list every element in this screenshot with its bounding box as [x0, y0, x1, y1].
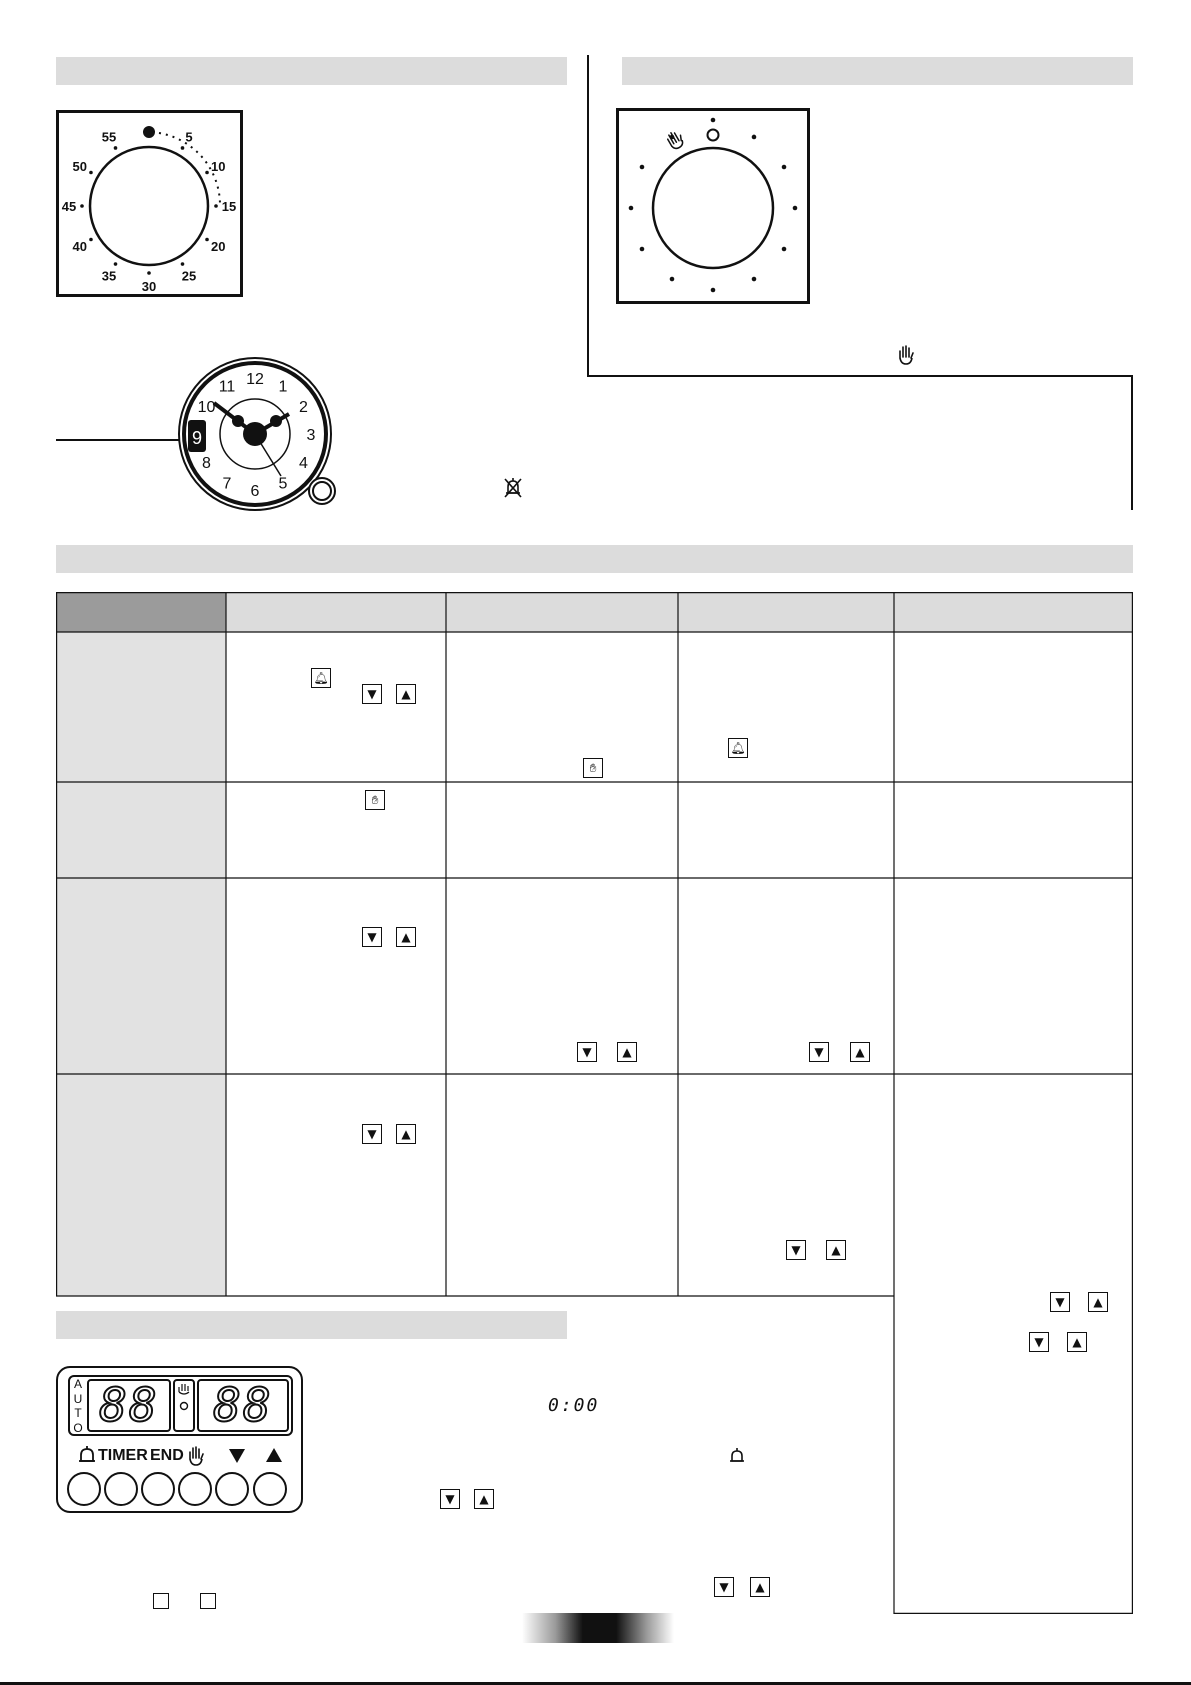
minute-timer-tick — [181, 146, 185, 150]
programmer-position-dot — [793, 206, 798, 211]
arrow-up-icon: ▲ — [396, 1124, 416, 1144]
minute-timer-mark: 30 — [141, 279, 157, 294]
display-hours: 88 — [99, 1378, 159, 1432]
arrow-up-icon: ▲ — [826, 1240, 846, 1260]
end-button[interactable] — [141, 1472, 175, 1506]
auto-indicator — [71, 1378, 85, 1434]
arrow-up-icon: ▲ — [1067, 1332, 1087, 1352]
programmer-off-indicator — [708, 130, 719, 141]
clock-numeral: 8 — [202, 455, 211, 472]
programmer-position-dot — [711, 118, 716, 123]
clock-numeral: 1 — [278, 378, 288, 396]
hand-icon — [897, 345, 915, 365]
up-button[interactable] — [253, 1472, 287, 1506]
clock-numeral: 10 — [197, 399, 216, 416]
arrow-up-icon: ▲ — [474, 1489, 494, 1509]
arrow-down-icon: ▼ — [362, 684, 382, 704]
clock-numeral: 5 — [278, 475, 288, 493]
end-label: END — [150, 1447, 184, 1464]
panel-border-bottom — [587, 375, 1133, 377]
minute-timer-tick — [214, 204, 218, 208]
timer-label: TIMER — [98, 1447, 148, 1464]
minute-timer-tick — [89, 171, 93, 175]
minute-timer-mark: 35 — [101, 268, 117, 284]
minute-timer-indicator — [143, 126, 155, 138]
minute-timer-mark: 25 — [181, 268, 197, 284]
arrow-down-icon: ▼ — [440, 1489, 460, 1509]
checkbox-square — [200, 1593, 216, 1609]
arrow-up-icon: ▲ — [617, 1042, 637, 1062]
clock-highlighted-numeral: 9 — [191, 428, 203, 448]
section-bar-electronic-timer — [56, 1311, 567, 1339]
clock-numeral: 7 — [222, 475, 232, 493]
arrow-up-icon: ▲ — [750, 1577, 770, 1597]
minute-timer-knob[interactable] — [56, 110, 243, 297]
arrow-down-icon — [228, 1448, 246, 1464]
arrow-down-icon: ▼ — [1029, 1332, 1049, 1352]
checkbox-square — [153, 1593, 169, 1609]
clock-numeral: 6 — [250, 483, 260, 500]
hand-icon — [188, 1446, 204, 1466]
minute-timer-tick — [114, 262, 118, 266]
crossed-bell-icon — [503, 477, 523, 499]
page-tab — [522, 1613, 674, 1643]
arrow-up-icon: ▲ — [850, 1042, 870, 1062]
minute-timer-mark: 5 — [185, 129, 193, 145]
arrow-up-icon: ▲ — [1088, 1292, 1108, 1312]
analog-clock — [176, 355, 346, 523]
minute-timer-mark: 55 — [101, 129, 117, 145]
minute-timer-mark: 20 — [211, 239, 226, 254]
programmer-position-dot — [640, 247, 645, 252]
minute-timer-tick — [181, 262, 185, 266]
programmer-position-dot — [640, 165, 645, 170]
hand-icon: ✋︎ — [583, 758, 603, 778]
programmer-position-dot — [782, 247, 787, 252]
minute-timer-mark: 45 — [61, 199, 77, 214]
clock-numeral: 2 — [299, 399, 308, 416]
bell-icon — [77, 1446, 97, 1466]
arrow-down-icon: ▼ — [362, 1124, 382, 1144]
arrow-down-icon: ▼ — [786, 1240, 806, 1260]
auto-letter: U — [73, 1391, 83, 1406]
minute-timer-tick — [80, 204, 84, 208]
cooking-indicator — [177, 1382, 191, 1422]
section-bar-programming-table — [56, 545, 1133, 573]
programmer-position-dot — [711, 288, 716, 293]
clock-numeral: 3 — [306, 427, 316, 444]
bell-icon — [729, 1448, 745, 1466]
arrow-down-icon: ▼ — [577, 1042, 597, 1062]
bell-icon: 🔔︎ — [728, 738, 748, 758]
clock-numeral: 11 — [218, 378, 236, 396]
timer-button[interactable] — [104, 1472, 138, 1506]
arrow-down-icon: ▼ — [714, 1577, 734, 1597]
programmer-position-dot — [782, 165, 787, 170]
arrow-up-icon: ▲ — [396, 927, 416, 947]
programming-table — [56, 592, 1133, 1349]
arrow-up-icon — [265, 1447, 283, 1463]
minute-timer-tick — [205, 171, 209, 175]
minute-timer-mark: 10 — [211, 159, 226, 174]
display-minutes: 88 — [213, 1378, 273, 1432]
arrow-down-icon: ▼ — [809, 1042, 829, 1062]
panel-border-right — [1131, 375, 1133, 510]
programmer-position-dot — [629, 206, 634, 211]
minute-timer-mark: 40 — [72, 239, 87, 254]
bell-button[interactable] — [67, 1472, 101, 1506]
auto-letter: A — [73, 1377, 82, 1391]
programmer-knob[interactable] — [616, 108, 810, 304]
programmer-position-dot — [752, 135, 757, 140]
hand-icon: ✋︎ — [365, 790, 385, 810]
bell-icon: 🔔︎ — [311, 668, 331, 688]
arrow-up-icon: ▲ — [396, 684, 416, 704]
clock-numeral: 4 — [299, 455, 308, 472]
minute-timer-tick — [89, 238, 93, 242]
minute-timer-mark: 15 — [221, 199, 237, 214]
minute-timer-tick — [205, 238, 209, 242]
clock-numeral: 12 — [246, 371, 264, 388]
section-bar-minute-timer — [56, 57, 567, 85]
panel-border-left — [587, 55, 589, 377]
programmer-position-dot — [670, 277, 675, 282]
minute-timer-tick — [114, 146, 118, 150]
manual-button[interactable] — [178, 1472, 212, 1506]
minute-timer-tick — [147, 271, 151, 275]
minute-timer-mark: 50 — [72, 159, 87, 174]
down-button[interactable] — [215, 1472, 249, 1506]
programmer-position-dot — [752, 277, 757, 282]
auto-letter: T — [74, 1406, 82, 1421]
arrow-down-icon: ▼ — [362, 927, 382, 947]
clock-pointer-line — [56, 439, 188, 441]
auto-letter: O — [73, 1420, 83, 1435]
reset-reading: 0:00 — [548, 1395, 600, 1416]
arrow-down-icon: ▼ — [1050, 1292, 1070, 1312]
section-bar-programmer — [622, 57, 1133, 85]
